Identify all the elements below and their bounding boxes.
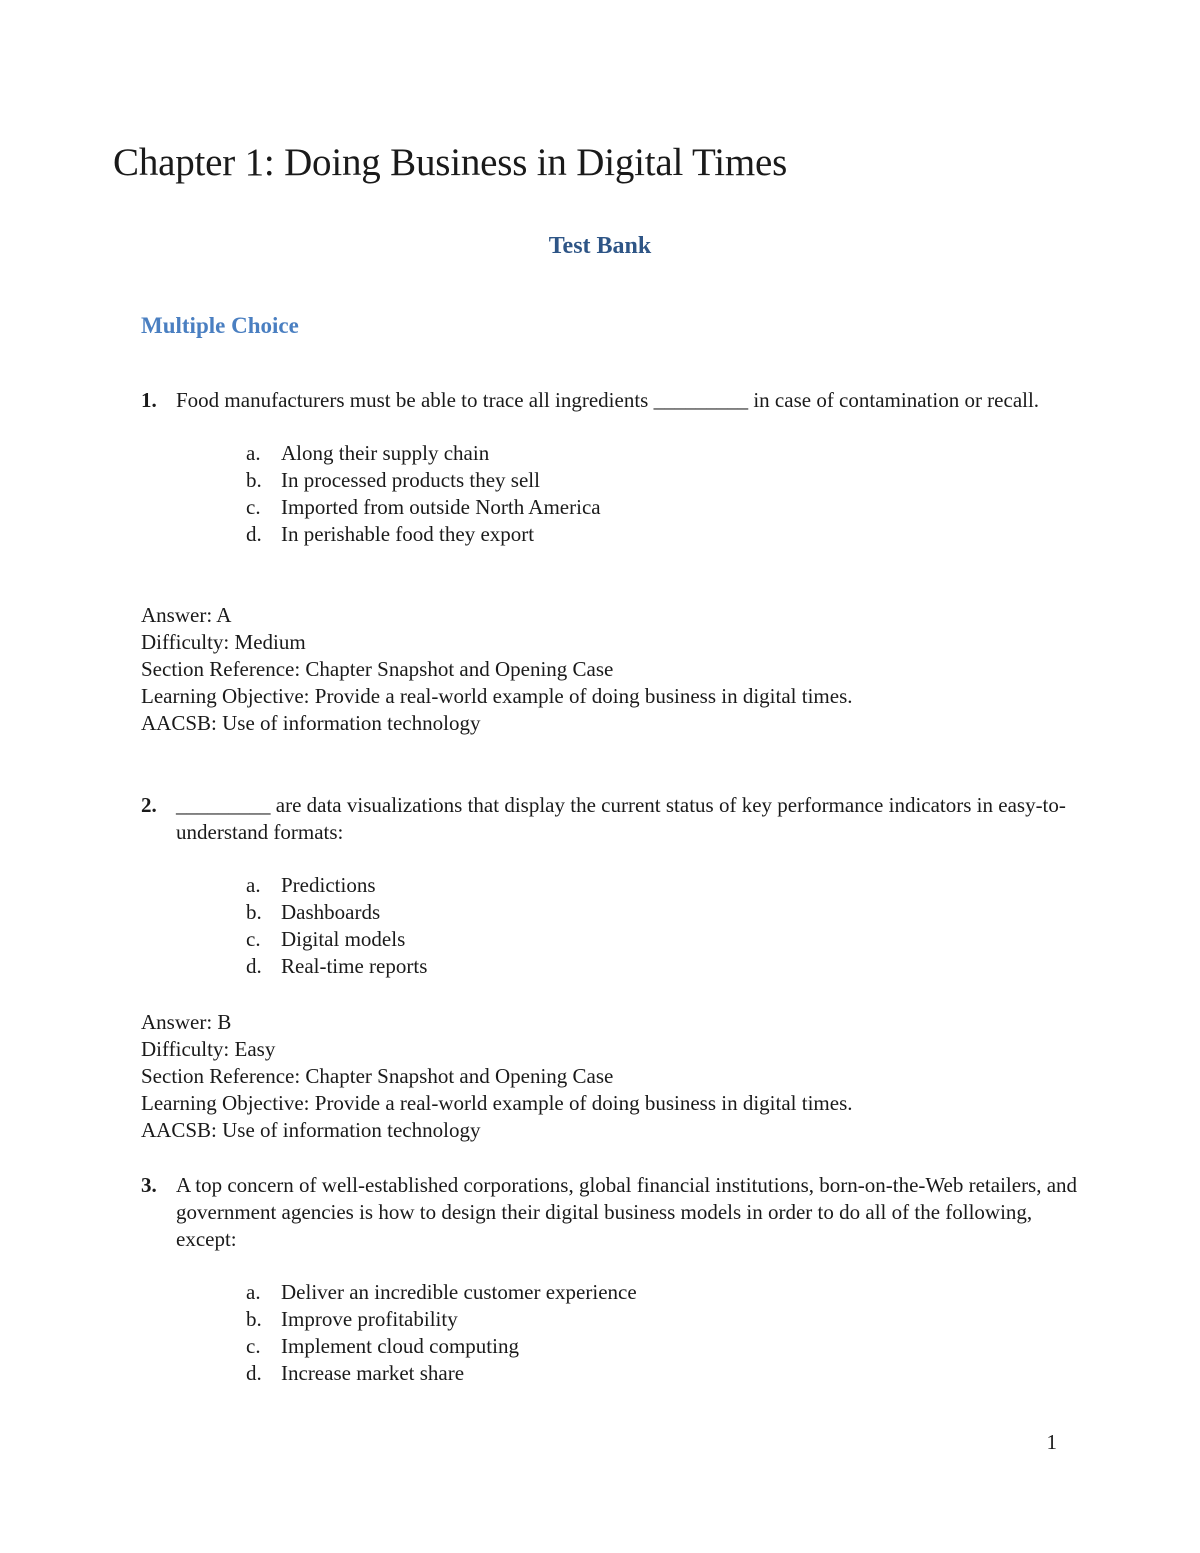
aacsb-line: AACSB: Use of information technology xyxy=(141,711,481,735)
option-text: Imported from outside North America xyxy=(281,495,601,519)
option-text: Digital models xyxy=(281,927,406,951)
option-item xyxy=(246,467,1081,494)
question-stem xyxy=(141,792,1081,846)
answer-options xyxy=(141,440,1081,548)
option-item xyxy=(246,953,1081,980)
option-letter: a. xyxy=(246,1280,261,1304)
option-letter: d. xyxy=(246,954,262,978)
option-letter: b. xyxy=(246,468,262,492)
option-text: Implement cloud computing xyxy=(281,1334,519,1358)
option-letter: c. xyxy=(246,927,261,951)
option-text: Along their supply chain xyxy=(281,441,490,465)
option-item xyxy=(246,521,1081,548)
answer-line: Answer: A xyxy=(141,603,232,627)
question-stem xyxy=(141,387,1081,414)
option-item xyxy=(246,494,1081,521)
question-text: Food manufacturers must be able to trace all ingredients _________ in case of contamination or recall. xyxy=(176,388,1040,412)
option-letter: c. xyxy=(246,1334,261,1358)
learning-objective-line: Learning Objective: Provide a real-world example of doing business in digital times. xyxy=(141,684,853,708)
question-text: _________ are data visualizations that display the current status of key performance indicators in easy-to-understand formats: xyxy=(176,793,1066,844)
option-item xyxy=(246,926,1081,953)
question-text: A top concern of well-established corporations, global financial institutions, born-on-the-Web retailers, and government agencies is how to design their digital business models in order to do all of the following, except: xyxy=(176,1173,1078,1251)
option-item xyxy=(246,1279,1081,1306)
answer-metadata xyxy=(141,1009,1081,1144)
multiple-choice-heading: Multiple Choice xyxy=(141,313,299,338)
option-letter: b. xyxy=(246,1307,262,1331)
option-letter: c. xyxy=(246,495,261,519)
aacsb-line: AACSB: Use of information technology xyxy=(141,1118,481,1142)
option-item xyxy=(246,1333,1081,1360)
option-text: In perishable food they export xyxy=(281,522,535,546)
answer-metadata xyxy=(141,602,1081,737)
learning-objective-line: Learning Objective: Provide a real-world example of doing business in digital times. xyxy=(141,1091,853,1115)
section-reference-line: Section Reference: Chapter Snapshot and Opening Case xyxy=(141,657,614,681)
option-text: Improve profitability xyxy=(281,1307,458,1331)
test-bank-heading: Test Bank xyxy=(548,233,652,259)
option-item xyxy=(246,899,1081,926)
question-2 xyxy=(141,792,1081,980)
answer-line: Answer: B xyxy=(141,1010,232,1034)
question-1 xyxy=(141,387,1081,548)
page-number: 1 xyxy=(1046,1430,1057,1454)
option-letter: d. xyxy=(246,1361,262,1385)
question-2-metadata xyxy=(141,1009,1081,1144)
answer-options xyxy=(141,1279,1081,1387)
section-reference-line: Section Reference: Chapter Snapshot and Opening Case xyxy=(141,1064,614,1088)
option-item xyxy=(246,872,1081,899)
option-text: Deliver an incredible customer experience xyxy=(281,1280,637,1304)
option-item xyxy=(246,1306,1081,1333)
option-letter: b. xyxy=(246,900,262,924)
question-number: 3. xyxy=(141,1173,157,1197)
question-number: 1. xyxy=(141,388,157,412)
option-item xyxy=(246,440,1081,467)
question-3 xyxy=(141,1172,1081,1387)
chapter-title: Chapter 1: Doing Business in Digital Times xyxy=(113,141,788,184)
answer-options xyxy=(141,872,1081,980)
option-text: Increase market share xyxy=(281,1361,465,1385)
question-stem xyxy=(141,1172,1081,1253)
option-text: Real-time reports xyxy=(281,954,428,978)
option-letter: a. xyxy=(246,441,261,465)
option-text: In processed products they sell xyxy=(281,468,540,492)
difficulty-line: Difficulty: Medium xyxy=(141,630,306,654)
option-item xyxy=(246,1360,1081,1387)
option-text: Dashboards xyxy=(281,900,381,924)
option-letter: a. xyxy=(246,873,261,897)
option-letter: d. xyxy=(246,522,262,546)
option-text: Predictions xyxy=(281,873,376,897)
question-1-metadata xyxy=(141,602,1081,737)
question-number: 2. xyxy=(141,793,157,817)
difficulty-line: Difficulty: Easy xyxy=(141,1037,276,1061)
